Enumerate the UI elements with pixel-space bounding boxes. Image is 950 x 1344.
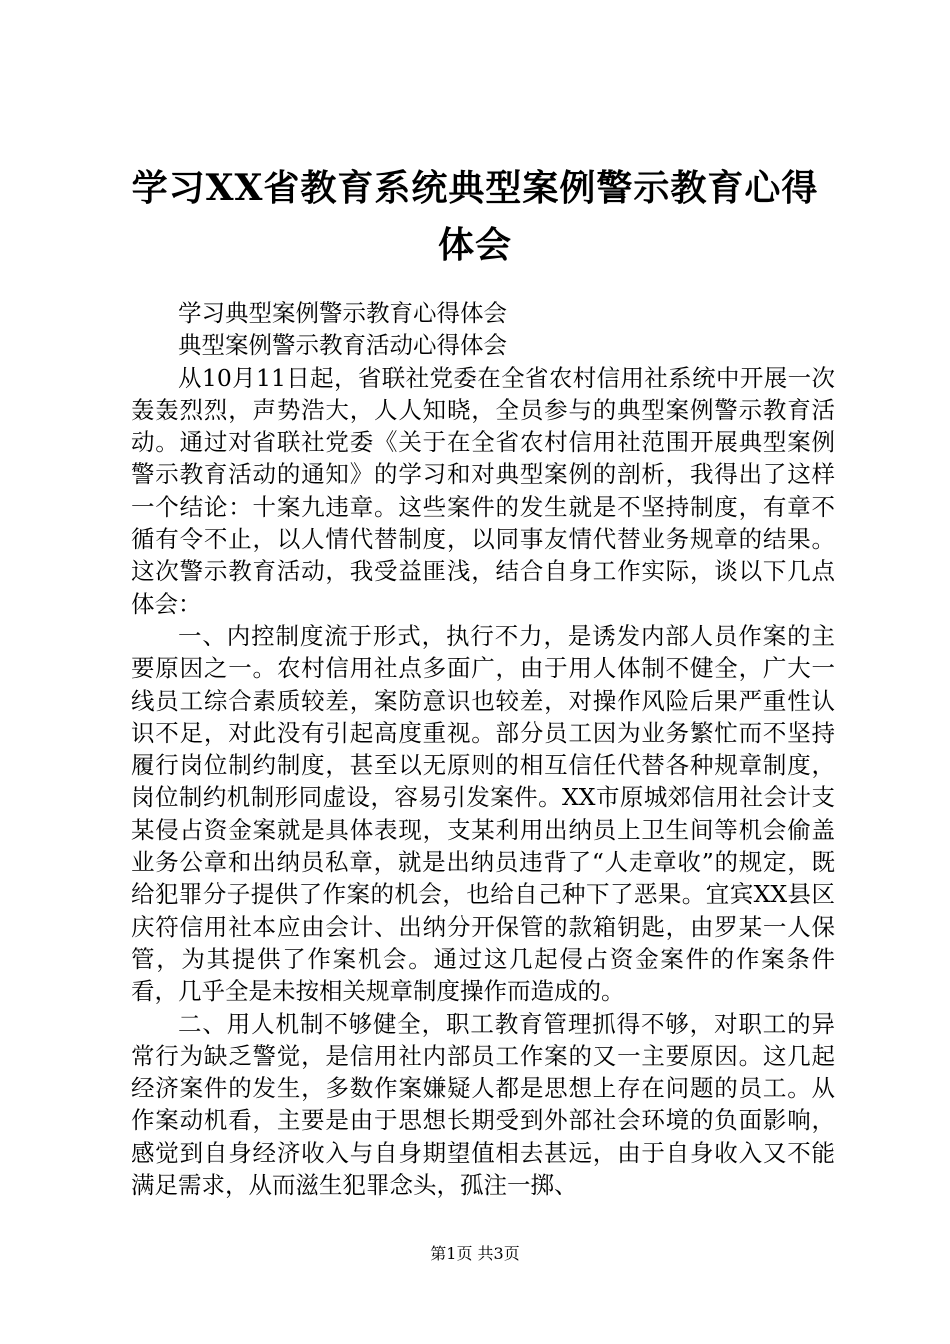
paragraph-intro: 从10月11日起，省联社党委在全省农村信用社系统中开展一次轰轰烈烈，声势浩大，人人知晓，全员参与的典型案例警示教育活动。通过对省联社党委《关于在全省农村信用社范围开展典型案例警示教育活动的通知》的学习和对典型案例的剖析，我得出了这样一个结论：十案九违章。这些案件的发生就是不坚持制度，有章不循有令不止，以人情代替制度，以同事友情代替业务规章的结果。这次警示教育活动，我受益匪浅，结合自身工作实际，谈以下几点体会： — [131, 363, 835, 618]
document-title: 学习XX省教育系统典型案例警示教育心得体会 — [131, 167, 819, 266]
paragraph-point-1: 一、内控制度流于形式，执行不力，是诱发内部人员作案的主要原因之一。农村信用社点多面广，由于用人体制不健全，广大一线员工综合素质较差，案防意识也较差，对操作风险后果严重性认识不足，对此没有引起高度重视。部分员工因为业务繁忙而不坚持履行岗位制约制度，甚至以无原则的相互信任代替各种规章制度，岗位制约机制形同虚设，容易引发案件。XX市原城郊信用社会计支某侵占资金案就是具体表现，支某利用出纳员上卫生间等机会偷盖业务公章和出纳员私章，就是出纳员违背了“人走章收”的规定，既给犯罪分子提供了作案的机会，也给自己种下了恶果。宜宾XX县区庆符信用社本应由会计、出纳分开保管的款箱钥匙，由罗某一人保管，为其提供了作案机会。通过这几起侵占资金案件的作案条件看，几乎全是未按相关规章制度操作而造成的。 — [131, 621, 835, 1006]
paragraph-subtitle-1: 学习典型案例警示教育心得体会 — [178, 299, 507, 327]
page-footer: 第1页 共3页 — [430, 1244, 520, 1263]
paragraph-subtitle-2: 典型案例警示教育活动心得体会 — [178, 331, 507, 360]
paragraph-point-2: 二、用人机制不够健全，职工教育管理抓得不够，对职工的异常行为缺乏警觉，是信用社内部员工作案的又一主要原因。这几起经济案件的发生，多数作案嫌疑人都是思想上存在问题的员工。从作案动机看，主要是由于思想长期受到外部社会环境的负面影响，感觉到自身经济收入与自身期望值相去甚远，由于自身收入又不能满足需求，从而滋生犯罪念头，孤注一掷、 — [131, 1009, 835, 1200]
document-body — [131, 297, 835, 1201]
